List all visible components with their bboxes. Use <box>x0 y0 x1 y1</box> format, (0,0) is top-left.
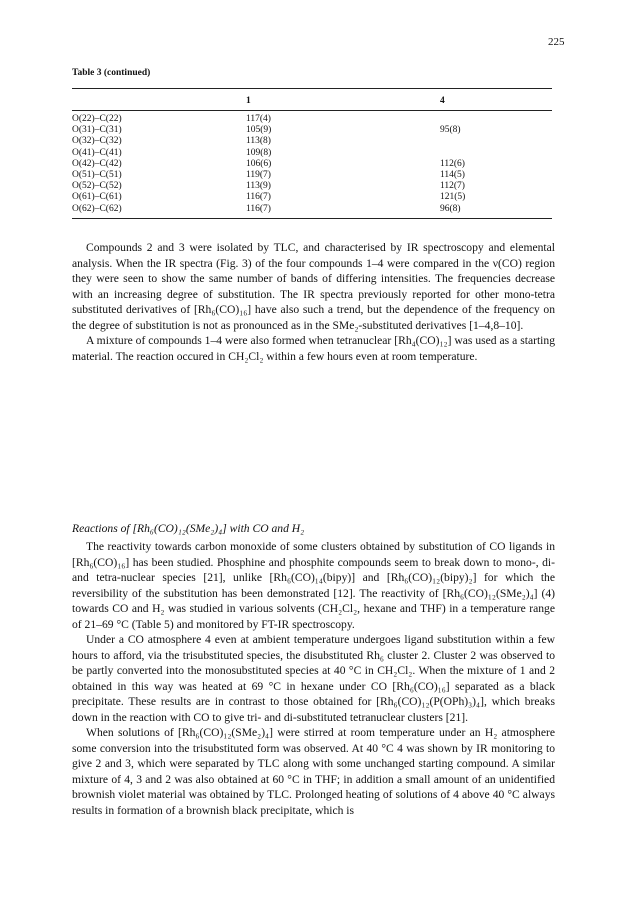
row-label: O(22)–C(22) <box>72 114 122 124</box>
paragraph: The reactivity towards carbon monoxide of some clusters obtained by substitution of CO ligands in [Rh₆(CO)₁₆] has been studied. Phosphine and phosphite compounds seem to break down to mono-, di- and tetra-nuclear species [21], unlike [Rh₆(CO)₁₄(bipy)] and [Rh₆(CO)₁₂(bipy)₂] for which the reversibility of the substitution has been demonstrated [12]. The reactivity of [Rh₆(CO)₁₂(SMe₂)₄] (4) towards CO and H₂ was studied in various solvents (CH₂Cl₂, hexane and THF) in a temperature range of 21–69 °C (Table 5) and monitored by FT-IR spectroscopy. <box>72 540 555 631</box>
cell-compound-1: 113(8) <box>246 136 271 147</box>
table-bottom-rule <box>72 218 552 219</box>
table-col-head-1: 1 <box>246 96 251 106</box>
cell-compound-4: 112(7) <box>440 181 465 192</box>
row-label: O(31)–C(31) <box>72 125 122 136</box>
row-label: O(52)–C(52) <box>72 181 122 192</box>
table-row <box>72 125 552 136</box>
data-table <box>72 114 552 215</box>
cell-compound-4: 96(8) <box>440 203 461 214</box>
cell-compound-1: 106(6) <box>246 158 272 169</box>
body-text-top <box>72 240 555 364</box>
row-label: O(62)–C(62) <box>72 203 122 214</box>
cell-compound-1: 116(7) <box>246 203 271 214</box>
table-row <box>72 204 552 215</box>
cell-compound-1: 116(7) <box>246 192 271 203</box>
row-label: O(32)–C(32) <box>72 136 122 147</box>
cell-compound-4: 114(5) <box>440 169 465 180</box>
row-label: O(51)–C(51) <box>72 169 122 180</box>
table-row <box>72 170 552 181</box>
section-heading: Reactions of [Rh₆(CO)₁₂(SMe₂)₄] with CO and H₂ <box>72 522 305 535</box>
table-row <box>72 114 552 125</box>
cell-compound-4: 121(5) <box>440 192 466 203</box>
row-label: O(42)–C(42) <box>72 158 122 169</box>
cell-compound-1: 119(7) <box>246 169 271 180</box>
table-row <box>72 136 552 147</box>
cell-compound-1: 113(9) <box>246 181 271 192</box>
table-row <box>72 192 552 203</box>
cell-compound-1: 105(9) <box>246 125 272 136</box>
table-row <box>72 159 552 170</box>
cell-compound-1: 117(4) <box>246 114 271 124</box>
table-top-rule <box>72 88 552 89</box>
cell-compound-1: 109(8) <box>246 147 272 158</box>
row-label: O(41)–C(41) <box>72 147 122 158</box>
table-row <box>72 181 552 192</box>
table-row <box>72 148 552 159</box>
table-header-rule <box>72 110 552 111</box>
table-caption: Table 3 (continued) <box>72 68 151 78</box>
paragraph: Under a CO atmosphere 4 even at ambient temperature undergoes ligand substitution within a few hours to afford, via the trisubstituted species, the disubstituted Rh₆ cluster 2. Cluster 2 was observed to be partly converted into the monosubstituted species at 40 °C in CH₂Cl₂. When the mixture of 1 and 2 obtained in this way was heated at 69 °C in hexane under CO [Rh₆(CO)₁₆] separated as a black precipitate. These results are in contrast to those obtained for [Rh₆(CO)₁₂(P(OPh)₃)₄], which breaks down in the reaction with CO to give tri- and di-substituted tetranuclear clusters [21]. <box>72 633 555 724</box>
table-col-head-4: 4 <box>440 96 445 106</box>
paragraph: When solutions of [Rh₆(CO)₁₂(SMe₂)₄] were stirred at room temperature under an H₂ atmosphere some conversion into the trisubstituted form was observed. At 40 °C 4 was shown by IR monitoring to give 2 and 3, which were separated by TLC along with some unchanged starting compound. A similar mixture of 4, 3 and 2 was also obtained at 60 °C in THF; in addition a small amount of an unidentified brownish violet material was obtained by TLC. Prolonged heating of solutions of 4 above 40 °C always results in formation of a brownish black precipitate, which is <box>72 726 555 817</box>
page-number: 225 <box>548 36 565 48</box>
cell-compound-4: 95(8) <box>440 125 461 136</box>
cell-compound-4: 112(6) <box>440 158 465 169</box>
paragraph: A mixture of compounds 1–4 were also formed when tetranuclear [Rh₄(CO)₁₂] was used as a starting material. The reaction occured in CH₂Cl₂ within a few hours even at room temperature. <box>72 334 555 363</box>
row-label: O(61)–C(61) <box>72 192 122 203</box>
paragraph: Compounds 2 and 3 were isolated by TLC, and characterised by IR spectroscopy and elemental analysis. When the IR spectra (Fig. 3) of the four compounds 1–4 were compared in the ν(CO) region they were seen to show the same number of bands of differing intensities. The frequencies decrease with an increasing degree of substitution. The IR spectra previously reported for other mono-tetra substituted derivatives of [Rh₆(CO)₁₆] have also such a trend, but the dependence of the frequency on the degree of substitution is not as pronounced as in the SMe₂-substituted derivatives [1–4,8–10]. <box>72 241 555 332</box>
body-text-bottom <box>72 539 555 818</box>
